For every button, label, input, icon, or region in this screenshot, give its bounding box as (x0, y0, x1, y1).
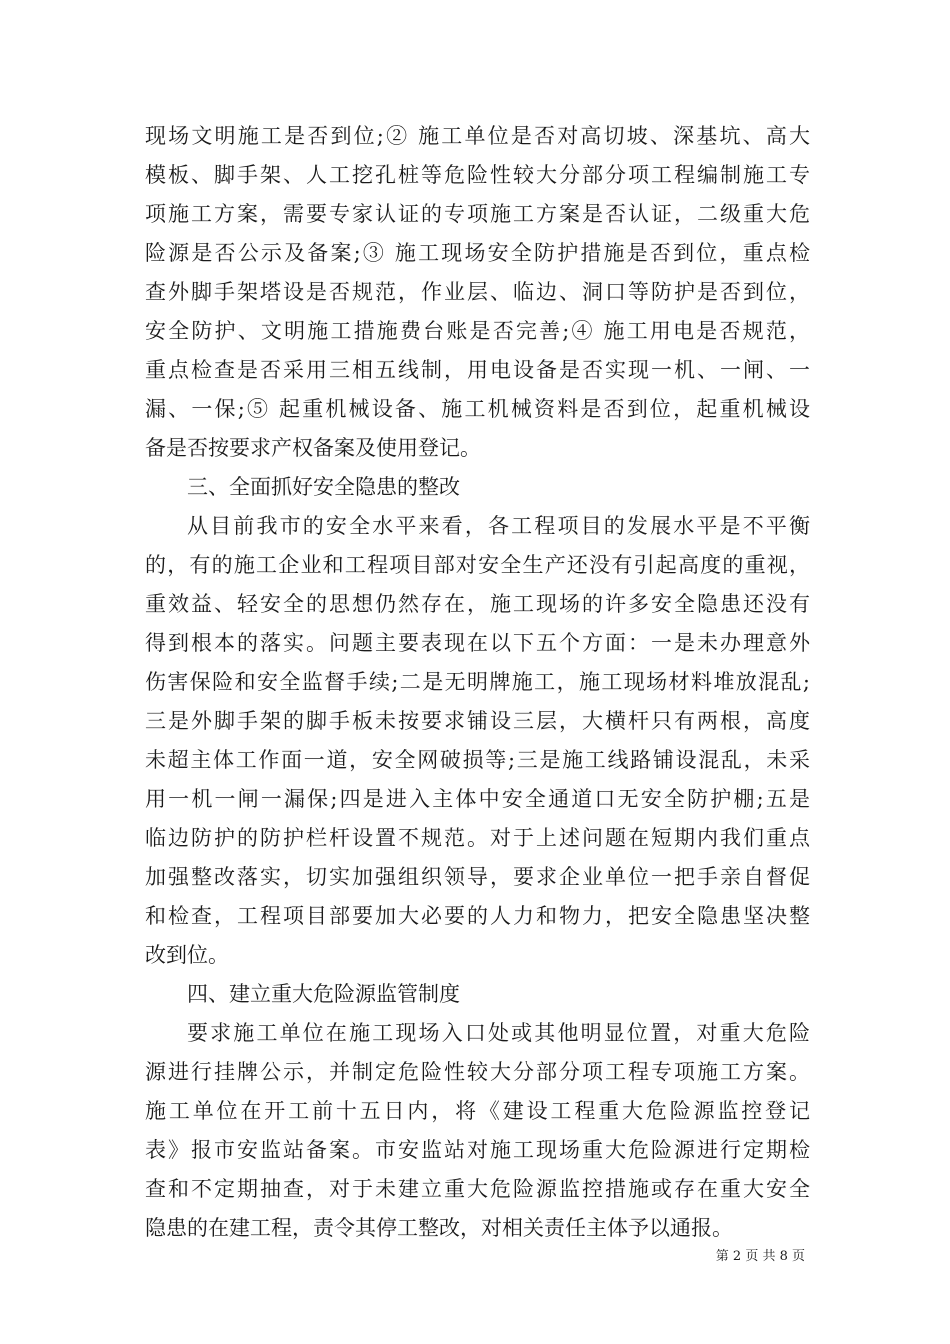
body-line: 改到位。 (145, 943, 229, 967)
body-line: 施工单位在开工前十五日内，将《建设工程重大危险源监控登记 (145, 1099, 810, 1123)
body-line: 从目前我市的安全水平来看，各工程项目的发展水平是不平衡 (187, 514, 810, 538)
body-line: 和检查，工程项目部要加大必要的人力和物力，把安全隐患坚决整 (145, 904, 810, 928)
section-heading: 三、全面抓好安全隐患的整改 (187, 475, 460, 499)
body-line: 用一机一闸一漏保;四是进入主体中安全通道口无安全防护棚;五是 (145, 787, 810, 811)
body-line: 源进行挂牌公示，并制定危险性较大分部分项工程专项施工方案。 (145, 1060, 810, 1084)
body-line: 漏、一保;⑤ 起重机械设备、施工机械资料是否到位，起重机械设 (145, 397, 810, 421)
body-line: 三是外脚手架的脚手板未按要求铺设三层，大横杆只有两根，高度 (145, 709, 810, 733)
body-line: 表》报市安监站备案。市安监站对施工现场重大危险源进行定期检 (145, 1138, 810, 1162)
body-line: 险源是否公示及备案;③ 施工现场安全防护措施是否到位，重点检 (145, 241, 810, 265)
body-line: 项施工方案，需要专家认证的专项施工方案是否认证，二级重大危 (145, 202, 810, 226)
body-line: 未超主体工作面一道，安全网破损等;三是施工线路铺设混乱，未采 (145, 748, 810, 772)
body-line: 得到根本的落实。问题主要表现在以下五个方面：一是未办理意外 (145, 631, 810, 655)
body-line: 伤害保险和安全监督手续;二是无明牌施工，施工现场材料堆放混乱; (145, 670, 810, 694)
body-line: 加强整改落实，切实加强组织领导，要求企业单位一把手亲自督促 (145, 865, 810, 889)
body-line: 重效益、轻安全的思想仍然存在，施工现场的许多安全隐患还没有 (145, 592, 810, 616)
body-line: 安全防护、文明施工措施费台账是否完善;④ 施工用电是否规范， (145, 319, 810, 343)
body-line: 重点检查是否采用三相五线制，用电设备是否实现一机、一闸、一 (145, 358, 810, 382)
section-heading: 四、建立重大危险源监管制度 (187, 982, 460, 1006)
body-line: 现场文明施工是否到位;② 施工单位是否对高切坡、深基坑、高大 (145, 124, 810, 148)
body-line: 要求施工单位在施工现场入口处或其他明显位置，对重大危险 (187, 1021, 810, 1045)
page-number: 第 2 页 共 8 页 (715, 1249, 805, 1264)
body-line: 查和不定期抽查，对于未建立重大危险源监控措施或存在重大安全 (145, 1177, 810, 1201)
body-line: 隐患的在建工程，责令其停工整改，对相关责任主体予以通报。 (145, 1216, 733, 1240)
body-line: 的，有的施工企业和工程项目部对安全生产还没有引起高度的重视， (145, 553, 810, 577)
body-line: 查外脚手架塔设是否规范，作业层、临边、洞口等防护是否到位， (145, 280, 810, 304)
body-line: 备是否按要求产权备案及使用登记。 (145, 436, 481, 460)
body-line: 模板、脚手架、人工挖孔桩等危险性较大分部分项工程编制施工专 (145, 163, 810, 187)
document-body (145, 117, 810, 1248)
body-line: 临边防护的防护栏杆设置不规范。对于上述问题在短期内我们重点 (145, 826, 810, 850)
